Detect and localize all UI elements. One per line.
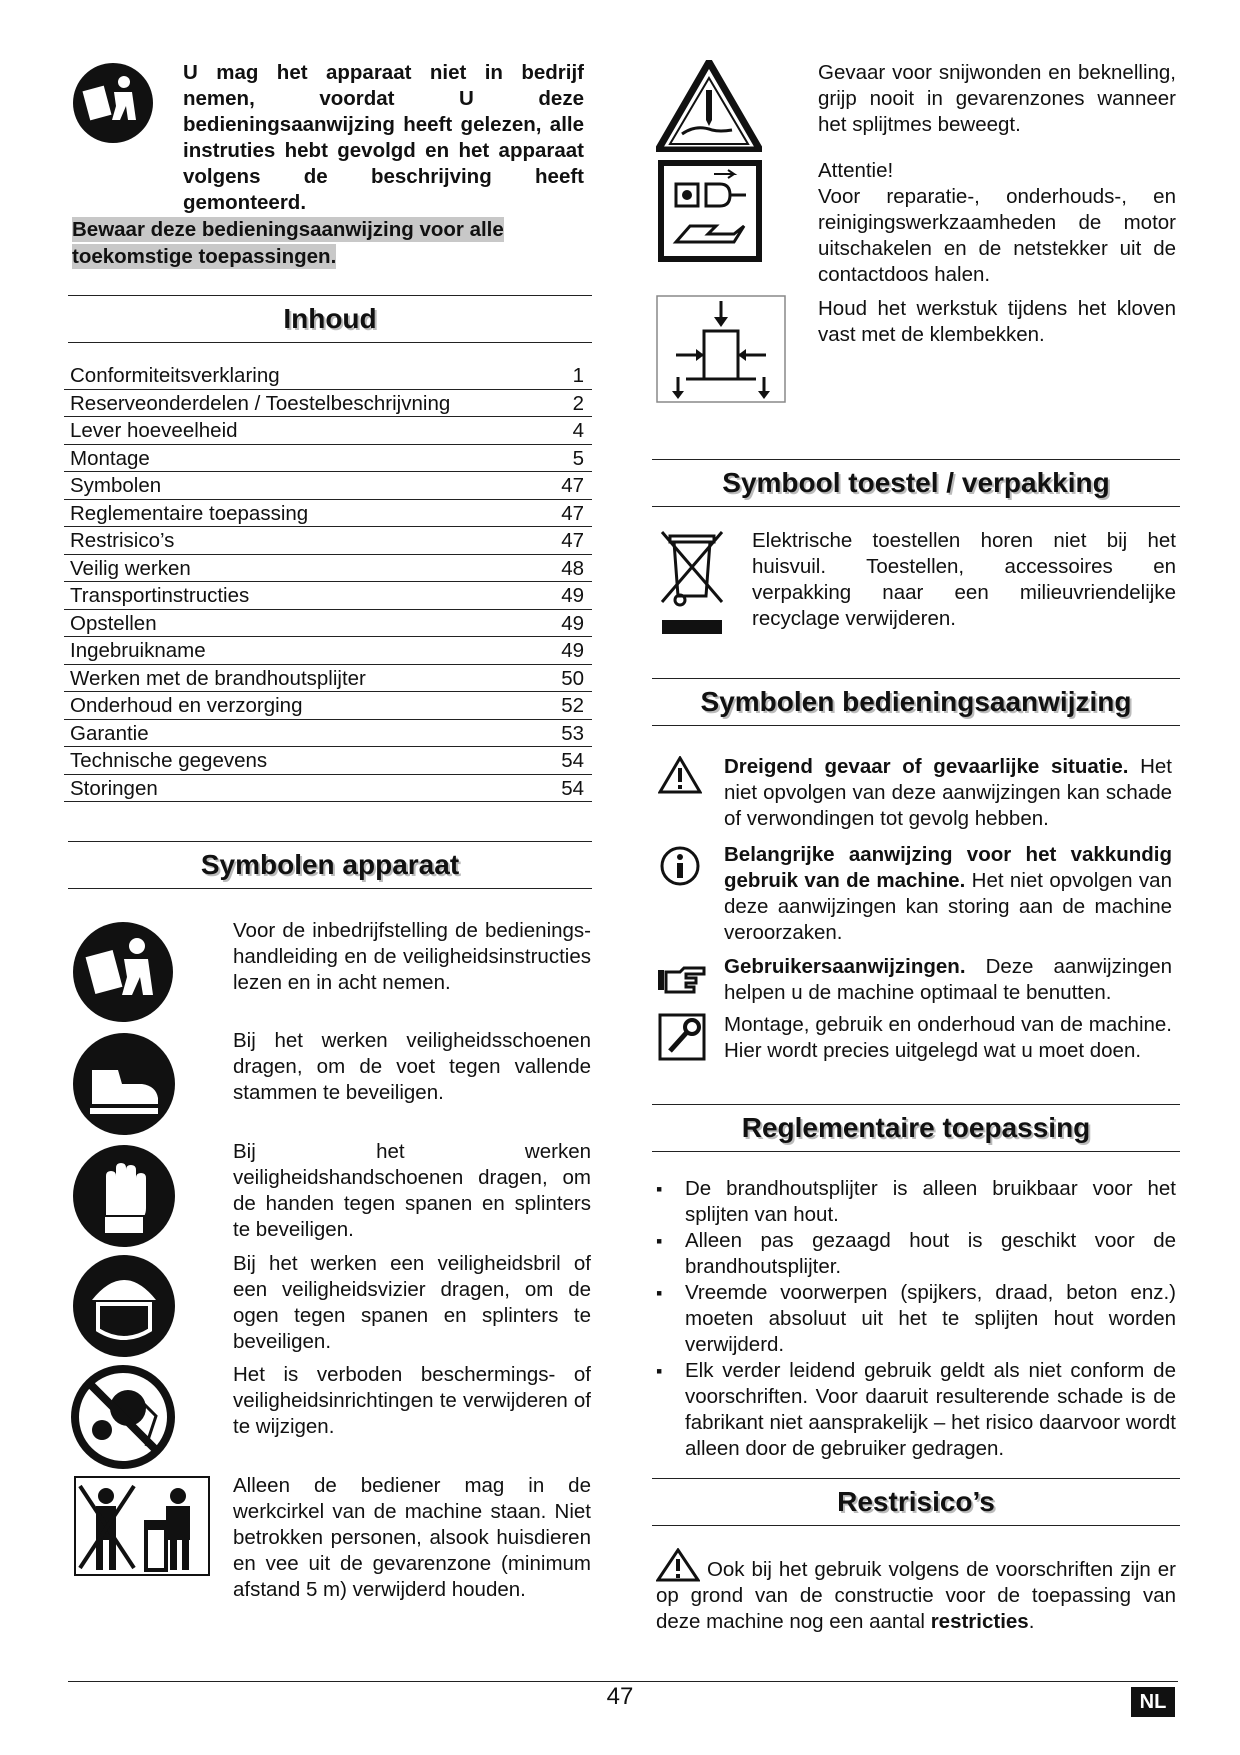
- warning-triangle-icon: [656, 1548, 700, 1582]
- symbol-text: Bij het werken een veiligheidsbril of een veiligheidsvizier dragen, om de ogen tegen spanen en splinters te beveiligen.: [233, 1252, 591, 1353]
- toc-entry[interactable]: Werken met de brandhoutsplijter 50: [64, 665, 592, 693]
- attention-text: Voor reparatie-, onderhouds-, en reinigingswerkzaamheden de motor uitschakelen en de netstekker uit de contactdoos halen.: [818, 185, 1176, 286]
- safety-glove-icon: [72, 1144, 176, 1248]
- packaging-text: Elektrische toestellen horen niet bij het huisvuil. Toestellen, accessoires en verpakking naar een milieuvriendelijke recyclage verwijderen.: [752, 529, 1176, 630]
- intro-warning: U mag het apparaat niet in bedrijf nemen, voordat U deze bedieningsaanwijzing heeft gelezen, alle instruties hebt gevolgd en het apparaat volgens de beschrijving heeft gemonteerd.: [183, 61, 584, 214]
- read-manual-icon: [72, 921, 174, 1023]
- toc-entry[interactable]: Restrisico’s 47: [64, 527, 592, 555]
- residual-risk-end: .: [1028, 1610, 1035, 1633]
- warning-triangle-icon: [658, 756, 702, 794]
- toc-entry[interactable]: Symbolen 47: [64, 472, 592, 500]
- danger-bold: Dreigend gevaar of gevaarlijke situatie.: [724, 755, 1129, 778]
- toc-entry[interactable]: Veilig werken 48: [64, 555, 592, 583]
- symbol-text: Alleen de bediener mag in de werkcirkel van de machine staan. Niet betrokken personen, alsook huisdieren en vee uit de gevarenzone (minimum afstand 5 m) verwijderd houden.: [233, 1474, 591, 1601]
- toc-entry[interactable]: Transportinstructies 49: [64, 582, 592, 610]
- toc-entry[interactable]: Opstellen 49: [64, 610, 592, 638]
- residual-risk-text: [656, 1548, 1176, 1635]
- toc-list: [64, 362, 592, 802]
- wrench-icon: [658, 1013, 706, 1061]
- intro-keep-notice: Bewaar deze bedieningsaanwijzing voor alle toekomstige toepassingen.: [72, 218, 504, 268]
- toc-entry[interactable]: Onderhoud en verzorging 52: [64, 692, 592, 720]
- info-icon: [659, 845, 701, 887]
- toc-entry[interactable]: Ingebruikname 49: [64, 637, 592, 665]
- toc-entry[interactable]: Reserveonderdelen / Toestelbeschrijvning 2: [64, 390, 592, 418]
- weee-bin-icon: [658, 528, 726, 640]
- pointing-hand-icon: [656, 964, 708, 994]
- toc-entry[interactable]: Storingen 54: [64, 775, 592, 803]
- toc-entry[interactable]: Montage 5: [64, 445, 592, 473]
- no-removing-guards-icon: [70, 1364, 176, 1470]
- regulation-list: [652, 1176, 1176, 1462]
- only-operator-icon: [74, 1476, 210, 1576]
- packaging-title: Symbool toestel / verpakking: [652, 459, 1180, 507]
- cut-hazard-text: Gevaar voor snijwonden en beknelling, grijp nooit in gevarenzones wanneer het splijtmes beweegt.: [818, 61, 1176, 136]
- read-manual-icon: [72, 62, 154, 144]
- regulation-item: ▪ De brandhoutsplijter is alleen bruikbaar voor het splijten van hout.: [652, 1176, 1176, 1228]
- regulation-item: ▪ Elk verder leidend gebruik geldt als niet conform de voorschriften. Voor daaruit resulterende schade is de fabrikant niet aansprakelijk – het risico daarvoor wordt alleen door de gebruiker gedragen.: [652, 1358, 1176, 1462]
- cut-hazard-icon: [656, 60, 762, 152]
- language-badge: NL: [1131, 1687, 1175, 1717]
- symbol-text: Voor de inbedrijfstelling de bedienings-handleiding en de veiligheidsinstructies lezen en in acht nemen.: [233, 919, 591, 994]
- symbol-text: Het is verboden beschermings- of veiligheidsinrichtingen te verwijderen of te wijzigen.: [233, 1363, 591, 1438]
- unplug-icon: [658, 160, 762, 262]
- regulation-item: ▪ Alleen pas gezaagd hout is geschikt voor de brandhoutsplijter.: [652, 1228, 1176, 1280]
- user-tips-text: [724, 954, 1172, 1006]
- symbol-text: Bij het werken veiligheidshandschoenen dragen, om de handen tegen spanen en splinters te beveiligen.: [233, 1140, 591, 1241]
- residual-risk-title: Restrisico’s: [652, 1478, 1180, 1526]
- symbols-device-title: Symbolen apparaat: [68, 841, 592, 889]
- danger-body: Het niet opvolgen van deze aanwijzingen kan schade of verwondingen tot gevolg hebben.: [724, 755, 1172, 830]
- toc-title: Inhoud: [68, 295, 592, 343]
- user-tips-body: Deze aanwijzingen helpen u de machine optimaal te benutten.: [724, 955, 1173, 1004]
- info-body: Het niet opvolgen van deze aanwijzingen kan storing aan de machine veroorzaken.: [724, 869, 1172, 944]
- toc-entry[interactable]: Lever hoeveelheid 4: [64, 417, 592, 445]
- toc-entry[interactable]: Reglementaire toepassing 47: [64, 500, 592, 528]
- regulation-title: Reglementaire toepassing: [652, 1104, 1180, 1152]
- user-tips-bold: Gebruikersaanwijzingen.: [724, 955, 966, 978]
- clamp-workpiece-icon: [656, 295, 786, 403]
- clamp-text: Houd het werkstuk tijdens het kloven vast met de klembekken.: [818, 297, 1176, 346]
- toc-entry[interactable]: Conformiteitsverklaring 1: [64, 362, 592, 390]
- wrench-text: Montage, gebruik en onderhoud van de machine. Hier wordt precies uitgelegd wat u moet doen.: [724, 1013, 1172, 1062]
- toc-entry[interactable]: Garantie 53: [64, 720, 592, 748]
- danger-text: [724, 754, 1172, 832]
- symbol-text: Bij het werken veiligheidsschoenen dragen, om de voet tegen vallende stammen te beveiligen.: [233, 1029, 591, 1104]
- safety-visor-icon: [72, 1254, 176, 1358]
- residual-risk-bold: restricties: [930, 1610, 1029, 1633]
- manual-symbols-title: Symbolen bedieningsaanwijzing: [652, 678, 1180, 726]
- info-bold: Belangrijke aanwijzing voor het vakkundig gebruik van de machine.: [724, 843, 1172, 892]
- regulation-item: ▪ Vreemde voorwerpen (spijkers, draad, beton enz.) moeten absoluut uit het te splijten hout worden verwijderd.: [652, 1280, 1176, 1358]
- toc-entry[interactable]: Technische gegevens 54: [64, 747, 592, 775]
- page-number: 47: [606, 1683, 634, 1710]
- info-text: [724, 842, 1172, 946]
- residual-risk-body: Ook bij het gebruik volgens de voorschriften zijn er op grond van de constructie voor de toepassing van deze machine nog een aantal: [656, 1558, 1176, 1633]
- attention-title: Attentie!: [818, 159, 894, 182]
- safety-shoe-icon: [72, 1032, 176, 1136]
